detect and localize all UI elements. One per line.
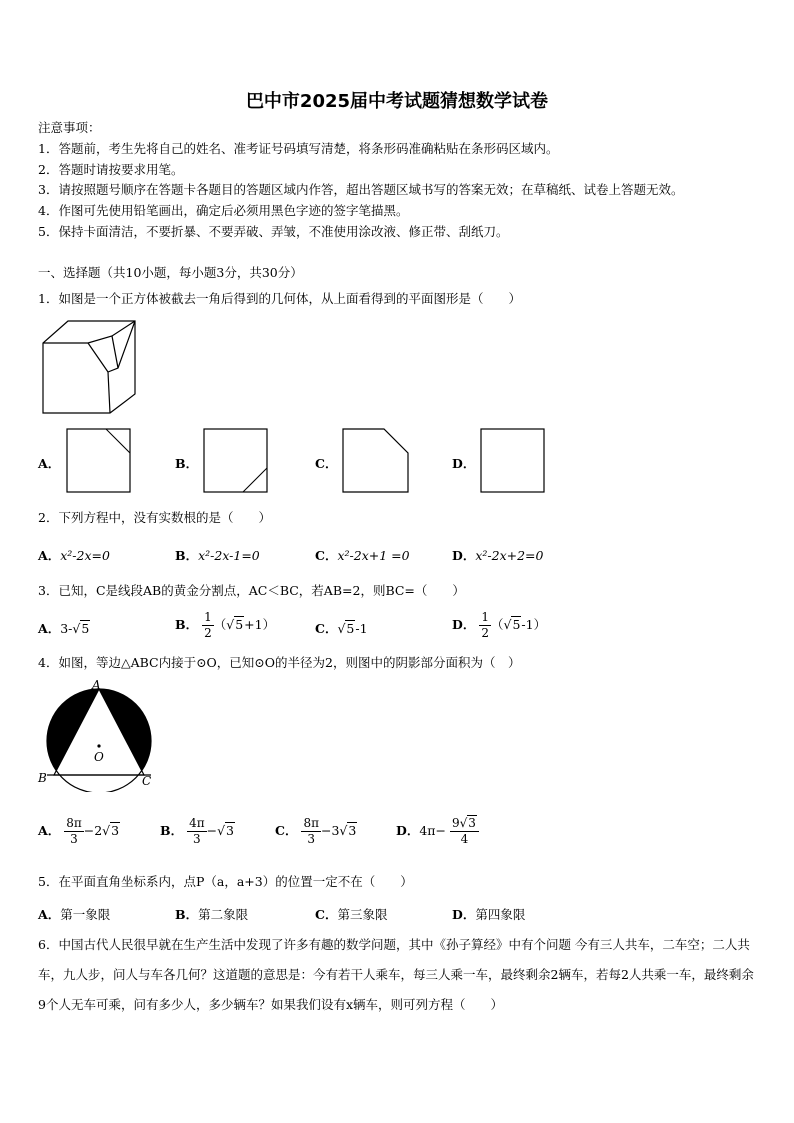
- q2-option-d-text: x²-2x+2=0: [475, 548, 544, 563]
- q5-option-a-text: 第一象限: [60, 907, 111, 922]
- q4-option-a: A． $\frac{8\pi}{3}$ −2√3: [38, 816, 120, 846]
- q2-option-a-label: A．: [38, 548, 61, 563]
- q5-option-b-text: 第二象限: [198, 907, 249, 922]
- q5-option-c-text: 第三象限: [337, 907, 388, 922]
- q1-option-c-label: C．: [315, 456, 338, 471]
- q3-b-open: （: [213, 617, 227, 632]
- q3-c-radicand: 5: [346, 621, 355, 636]
- q3-option-b-label: B．: [175, 617, 199, 632]
- q1-option-c-figure: [342, 428, 410, 493]
- q4-stem: 4．如图，等边△ABC内接于⊙O，已知⊙O的半径为2，则图中的阴影部分面积为（ ）: [38, 655, 521, 670]
- q4-a-num: 8π: [66, 816, 82, 830]
- notice-item-3: 3．请按照题号顺序在答题卡各题目的答题区域内作答，超出答题区域书写的答案无效；在草稿纸、试卷上答题无效。: [38, 182, 684, 197]
- q4-option-b: B． $\frac{4\pi}{3}$ −√3: [160, 816, 234, 846]
- q4-option-d: [396, 816, 479, 847]
- q4-a-tail: −2: [83, 823, 103, 838]
- q2-option-d: [452, 546, 543, 564]
- q4-c-tail: −3: [320, 823, 340, 838]
- q4-option-c-label: C．: [275, 823, 298, 838]
- q1-option-b-label: B．: [175, 456, 199, 471]
- q3-d-num: 1: [481, 610, 489, 624]
- notice-heading: 注意事项：: [38, 120, 101, 135]
- q5-option-c-label: C．: [315, 907, 338, 922]
- q5-option-b-label: B．: [175, 907, 199, 922]
- q3-option-a-lead: 3-: [60, 621, 73, 636]
- q3-option-c-label: C．: [315, 621, 338, 636]
- q2-option-c-label: C．: [315, 548, 338, 563]
- q2-stem: 2．下列方程中，没有实数根的是（ ）: [38, 510, 271, 525]
- q4-d-num-wrap: 9√3: [450, 816, 479, 832]
- q2-option-c-text: x²-2x+1 =0: [337, 548, 410, 563]
- q4-c-fraction: [301, 816, 321, 847]
- q2-option-d-label: D．: [452, 548, 476, 563]
- q3-option-a-label: A．: [38, 621, 61, 636]
- q5-stem: 5．在平面直角坐标系内，点P（a，a+3）的位置一定不在（ ）: [38, 874, 413, 889]
- q3-b-den: 2: [204, 626, 212, 640]
- notice-item-4: 4．作图可先使用铅笔画出，确定后必须用黑色字迹的签字笔描黑。: [38, 203, 409, 218]
- q4-a-fraction: [64, 816, 84, 847]
- q4-b-den: 3: [193, 832, 201, 846]
- q3-b-radicand: 5: [235, 617, 244, 632]
- q5-option-a-label: A．: [38, 907, 61, 922]
- q3-d-den: 2: [481, 626, 489, 640]
- q3-b-num: 1: [204, 610, 212, 624]
- q3-option-c: C．√5-1: [315, 621, 368, 636]
- q4-d-num-rad: 3: [468, 816, 476, 830]
- q4-b-tail: −: [206, 823, 218, 838]
- q3-option-a: A．3-√5: [38, 621, 90, 636]
- q4-label-a: A: [92, 678, 101, 692]
- q3-c-tail: -1: [355, 621, 368, 636]
- q5-option-d-text: 第四象限: [475, 907, 526, 922]
- q5-option-a: [38, 905, 110, 923]
- q5-option-d: [452, 905, 525, 923]
- page-title: 巴中市2025届中考试题猜想数学试卷: [245, 91, 549, 112]
- q1-option-d-label: D．: [452, 456, 476, 471]
- q1-cube-figure: [40, 320, 138, 416]
- q3-b-tail: +1）: [244, 617, 276, 632]
- notice-item-5: 5．保持卡面清洁，不要折暴、不要弄破、弄皱，不准使用涂改液、修正带、刮纸刀。: [38, 224, 509, 239]
- notice-item-1: 1．答题前，考生先将自己的姓名、准考证号码填写清楚，将条形码准确粘贴在条形码区域内。: [38, 141, 559, 156]
- q3-option-d-fraction: [479, 610, 491, 641]
- q4-label-b: B: [38, 771, 47, 785]
- q5-option-d-label: D．: [452, 907, 476, 922]
- q4-d-lead: 4π−: [419, 823, 446, 838]
- q3-stem: 3．已知，C是线段AB的黄金分割点，AC＜BC，若AB=2，则BC=（ ）: [38, 583, 465, 598]
- q3-option-a-radicand: 5: [81, 621, 90, 636]
- q4-option-c: C． $\frac{8\pi}{3}$ −3√3: [275, 816, 357, 846]
- q4-d-den: 4: [460, 832, 469, 846]
- q3-d-radicand: 5: [512, 617, 521, 632]
- q2-option-a-text: x²-2x=0: [60, 548, 110, 563]
- q4-b-fraction: [187, 816, 207, 847]
- q2-option-a: [38, 546, 110, 564]
- q4-d-fraction: [450, 816, 479, 847]
- q3-d-open: （: [490, 617, 504, 632]
- q1-option-a-label: A．: [38, 456, 61, 471]
- q1-stem: 1．如图是一个正方体被截去一角后得到的几何体，从上面看得到的平面图形是（ ）: [38, 291, 521, 306]
- q4-c-rad: 3: [348, 823, 357, 838]
- q4-option-b-label: B．: [160, 823, 184, 838]
- q4-option-d-label: D．: [396, 823, 420, 838]
- q1-option-b-figure: [203, 428, 269, 493]
- q5-option-c: [315, 905, 387, 923]
- q4-c-den: 3: [307, 832, 316, 846]
- q3-d-tail: -1）: [521, 617, 547, 632]
- q1-option-d-figure: [480, 428, 546, 493]
- q2-option-b-label: B．: [175, 548, 199, 563]
- q4-a-den: 3: [70, 832, 78, 846]
- q4-a-rad: 3: [111, 823, 120, 838]
- q6-text: 6．中国古代人民很早就在生产生活中发现了许多有趣的数学问题，其中《孙子算经》中有个问题 今有三人共车，二车空；二人共车，九人步，问人与车各几何？这道题的意思是：今有若干人乘车，每三人乘一车，最终剩余2辆车，若每2人共乘一车，最终剩余9个人无车可乘，问有多少人，多少辆车？如果我们设有x辆车，则可列方程（ ）: [38, 937, 754, 1012]
- q4-b-num: 4π: [189, 816, 205, 830]
- q5-option-b: [175, 905, 248, 923]
- q4-d-num: 9: [451, 816, 460, 830]
- section-heading: 一、选择题（共10小题，每小题3分，共30分）: [38, 265, 303, 280]
- q2-option-b: [175, 546, 260, 564]
- q2-option-b-text: x²-2x-1=0: [198, 548, 260, 563]
- q1-option-a-figure: [66, 428, 132, 493]
- q3-option-b-fraction: [202, 610, 214, 641]
- q4-c-num: 8π: [303, 816, 319, 830]
- notice-item-2: 2．答题时请按要求用笔。: [38, 162, 184, 177]
- q4-option-a-label: A．: [38, 823, 61, 838]
- q3-option-b: B． $\frac{1}{2}$ （√5+1）: [175, 610, 276, 640]
- q3-option-d-label: D．: [452, 617, 476, 632]
- q4-label-c: C: [142, 774, 152, 788]
- q4-b-rad: 3: [226, 823, 234, 838]
- q2-option-c: [315, 546, 410, 564]
- q3-option-d: D． $\frac{1}{2}$ （√5-1）: [452, 610, 547, 640]
- q4-label-o: O: [94, 750, 104, 764]
